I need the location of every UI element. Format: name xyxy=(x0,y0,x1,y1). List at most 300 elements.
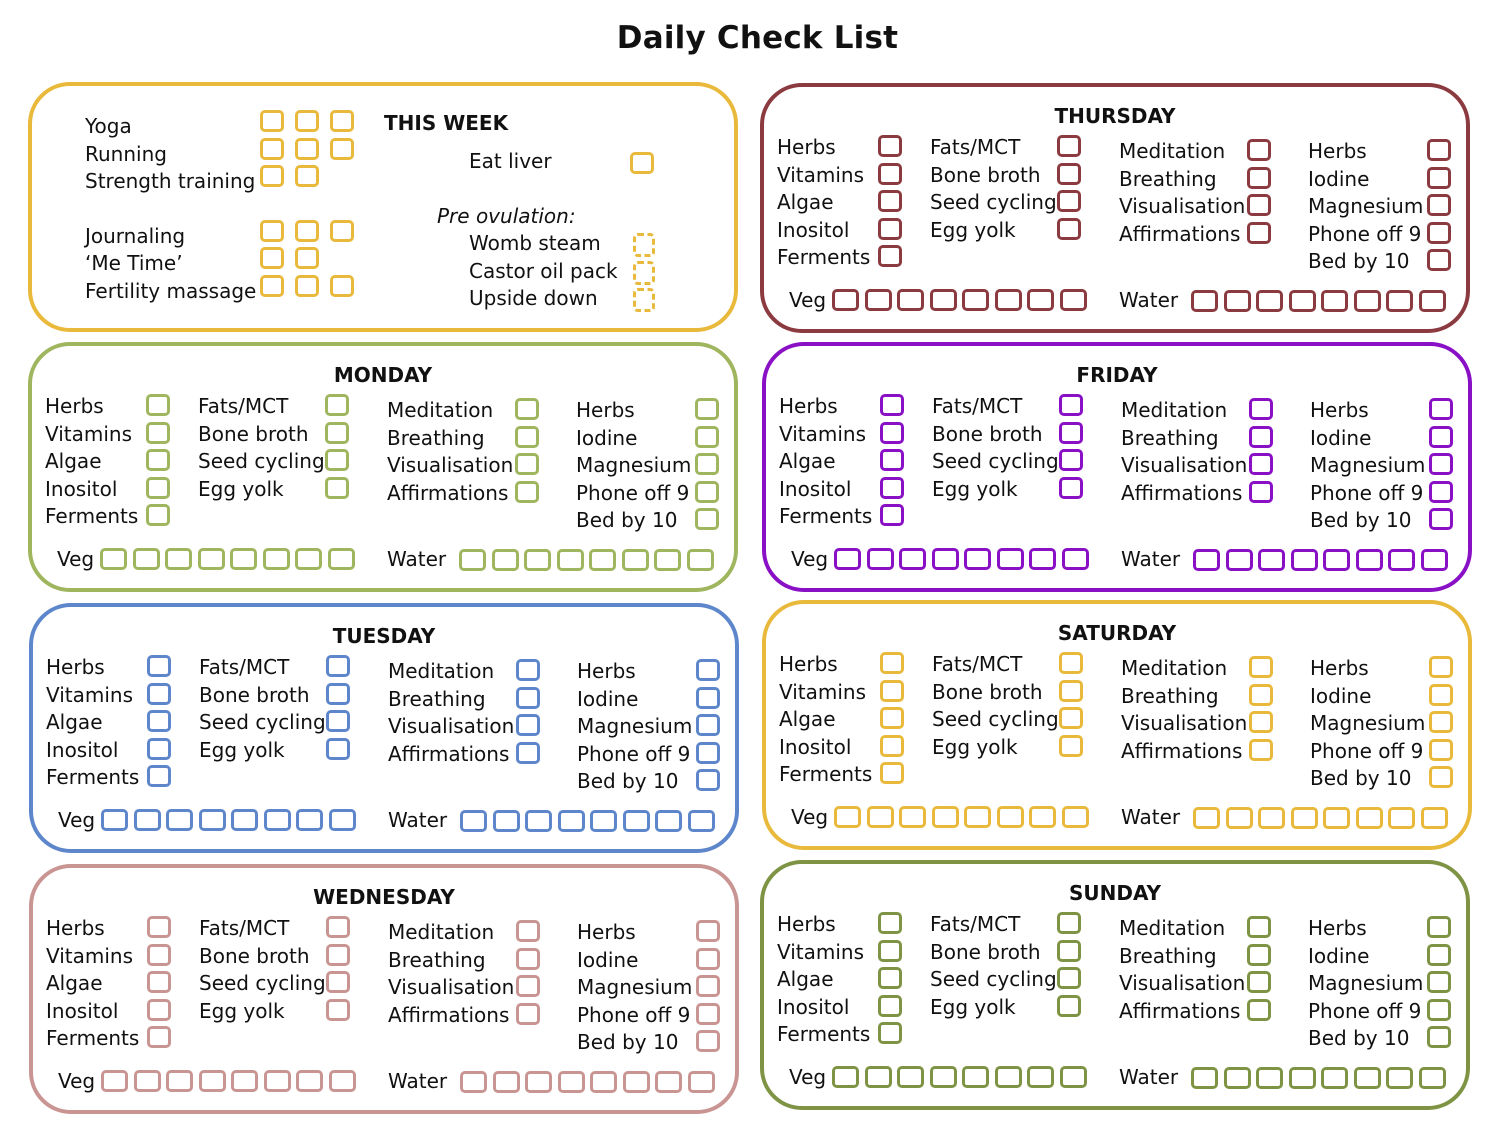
item-checkbox[interactable] xyxy=(695,508,719,530)
water-checkbox[interactable] xyxy=(622,549,649,571)
water-checkbox[interactable] xyxy=(1354,1067,1381,1089)
weekly-checkbox[interactable] xyxy=(330,110,354,132)
item-label: Algae xyxy=(777,967,834,991)
veg-checkbox[interactable] xyxy=(899,548,926,570)
item-checkbox[interactable] xyxy=(326,710,350,732)
item-label: Fats/MCT xyxy=(199,916,290,940)
item-label: Inositol xyxy=(777,218,850,242)
water-checkbox[interactable] xyxy=(493,810,520,832)
item-checkbox[interactable] xyxy=(1249,398,1273,420)
weekly-checkbox[interactable] xyxy=(260,138,284,160)
water-checkbox[interactable] xyxy=(524,549,551,571)
item-label: Seed cycling xyxy=(198,449,325,473)
item-checkbox[interactable] xyxy=(1057,912,1081,934)
item-checkbox[interactable] xyxy=(147,999,171,1021)
item-checkbox[interactable] xyxy=(325,477,349,499)
item-checkbox[interactable] xyxy=(696,1030,720,1052)
water-checkbox[interactable] xyxy=(1421,549,1448,571)
item-checkbox[interactable] xyxy=(1429,398,1453,420)
item-label: Meditation xyxy=(387,398,494,422)
veg-checkbox[interactable] xyxy=(296,1070,323,1092)
water-checkbox[interactable] xyxy=(655,810,682,832)
item-checkbox[interactable] xyxy=(1249,481,1273,503)
item-checkbox[interactable] xyxy=(695,398,719,420)
pre-ovulation-checkbox[interactable] xyxy=(633,288,655,312)
weekly-checkbox[interactable] xyxy=(295,275,319,297)
item-checkbox[interactable] xyxy=(1247,916,1271,938)
veg-checkbox[interactable] xyxy=(867,548,894,570)
item-checkbox[interactable] xyxy=(1427,971,1451,993)
weekly-checkbox[interactable] xyxy=(260,275,284,297)
item-checkbox[interactable] xyxy=(1057,967,1081,989)
weekly-checkbox[interactable] xyxy=(260,220,284,242)
veg-checkbox[interactable] xyxy=(897,289,924,311)
item-checkbox[interactable] xyxy=(147,683,171,705)
veg-checkbox[interactable] xyxy=(1027,1066,1054,1088)
item-checkbox[interactable] xyxy=(1059,449,1083,471)
item-checkbox[interactable] xyxy=(147,710,171,732)
item-checkbox[interactable] xyxy=(696,948,720,970)
item-checkbox[interactable] xyxy=(1057,135,1081,157)
item-checkbox[interactable] xyxy=(146,504,170,526)
item-checkbox[interactable] xyxy=(516,975,540,997)
item-checkbox[interactable] xyxy=(1057,995,1081,1017)
item-checkbox[interactable] xyxy=(880,422,904,444)
water-checkbox[interactable] xyxy=(1256,1067,1283,1089)
item-checkbox[interactable] xyxy=(516,742,540,764)
item-label: Seed cycling xyxy=(932,449,1059,473)
water-checkbox[interactable] xyxy=(1191,1067,1218,1089)
weekly-checkbox[interactable] xyxy=(295,110,319,132)
item-checkbox[interactable] xyxy=(1249,656,1273,678)
water-checkbox[interactable] xyxy=(1224,290,1251,312)
weekly-checkbox[interactable] xyxy=(295,165,319,187)
item-checkbox[interactable] xyxy=(1429,711,1453,733)
item-label: Affirmations xyxy=(1119,999,1241,1023)
item-label: Bed by 10 xyxy=(1308,1026,1410,1050)
item-checkbox[interactable] xyxy=(878,245,902,267)
item-checkbox[interactable] xyxy=(1429,481,1453,503)
item-checkbox[interactable] xyxy=(878,135,902,157)
water-label: Water xyxy=(1119,288,1179,312)
item-label: Vitamins xyxy=(45,422,133,446)
item-checkbox[interactable] xyxy=(1247,944,1271,966)
item-checkbox[interactable] xyxy=(1427,999,1451,1021)
item-checkbox[interactable] xyxy=(146,449,170,471)
veg-checkbox[interactable] xyxy=(962,289,989,311)
item-checkbox[interactable] xyxy=(1427,194,1451,216)
veg-checkbox[interactable] xyxy=(995,289,1022,311)
water-checkbox[interactable] xyxy=(687,549,714,571)
item-checkbox[interactable] xyxy=(878,940,902,962)
item-checkbox[interactable] xyxy=(878,967,902,989)
water-checkbox[interactable] xyxy=(1388,549,1415,571)
water-checkbox[interactable] xyxy=(1226,549,1253,571)
water-checkbox[interactable] xyxy=(493,1071,520,1093)
item-checkbox[interactable] xyxy=(1249,739,1273,761)
veg-checkbox[interactable] xyxy=(100,548,127,570)
water-checkbox[interactable] xyxy=(1256,290,1283,312)
veg-checkbox[interactable] xyxy=(264,809,291,831)
weekly-checkbox[interactable] xyxy=(295,220,319,242)
water-checkbox[interactable] xyxy=(1419,1067,1446,1089)
item-checkbox[interactable] xyxy=(1057,218,1081,240)
item-checkbox[interactable] xyxy=(1247,222,1271,244)
water-checkbox[interactable] xyxy=(460,810,487,832)
water-checkbox[interactable] xyxy=(1193,549,1220,571)
item-checkbox[interactable] xyxy=(878,190,902,212)
item-checkbox[interactable] xyxy=(880,394,904,416)
water-checkbox[interactable] xyxy=(492,549,519,571)
item-label: Bed by 10 xyxy=(577,769,679,793)
item-label: Vitamins xyxy=(779,680,867,704)
item-checkbox[interactable] xyxy=(516,659,540,681)
day-heading: FRIDAY xyxy=(1076,363,1158,387)
water-checkbox[interactable] xyxy=(558,1071,585,1093)
veg-checkbox[interactable] xyxy=(932,806,959,828)
item-checkbox[interactable] xyxy=(1429,453,1453,475)
day-heading: THURSDAY xyxy=(1054,104,1176,128)
item-checkbox[interactable] xyxy=(146,477,170,499)
item-checkbox[interactable] xyxy=(147,916,171,938)
weekly-checkbox[interactable] xyxy=(260,110,284,132)
item-checkbox[interactable] xyxy=(878,1022,902,1044)
item-checkbox[interactable] xyxy=(516,1003,540,1025)
item-label: Bone broth xyxy=(930,163,1041,187)
item-checkbox[interactable] xyxy=(880,477,904,499)
water-label: Water xyxy=(387,547,447,571)
water-checkbox[interactable] xyxy=(590,1071,617,1093)
veg-checkbox[interactable] xyxy=(166,809,193,831)
day-panel-tuesday xyxy=(29,603,739,853)
item-checkbox[interactable] xyxy=(1057,940,1081,962)
item-checkbox[interactable] xyxy=(696,920,720,942)
water-checkbox[interactable] xyxy=(623,1071,650,1093)
item-checkbox[interactable] xyxy=(326,999,350,1021)
item-checkbox[interactable] xyxy=(696,714,720,736)
water-checkbox[interactable] xyxy=(654,549,681,571)
weekly-checkbox[interactable] xyxy=(295,247,319,269)
water-checkbox[interactable] xyxy=(1321,1067,1348,1089)
item-checkbox[interactable] xyxy=(695,426,719,448)
pre-ovulation-checkbox[interactable] xyxy=(633,261,655,285)
item-checkbox[interactable] xyxy=(1247,971,1271,993)
veg-checkbox[interactable] xyxy=(133,548,160,570)
weekly-checkbox[interactable] xyxy=(330,138,354,160)
veg-checkbox[interactable] xyxy=(1062,806,1089,828)
water-checkbox[interactable] xyxy=(1386,290,1413,312)
veg-checkbox[interactable] xyxy=(897,1066,924,1088)
item-label: Iodine xyxy=(1308,944,1370,968)
item-checkbox[interactable] xyxy=(880,735,904,757)
water-checkbox[interactable] xyxy=(1323,807,1350,829)
veg-checkbox[interactable] xyxy=(198,548,225,570)
veg-checkbox[interactable] xyxy=(964,548,991,570)
veg-checkbox[interactable] xyxy=(296,809,323,831)
item-checkbox[interactable] xyxy=(1427,139,1451,161)
veg-checkbox[interactable] xyxy=(930,1066,957,1088)
item-checkbox[interactable] xyxy=(146,422,170,444)
veg-checkbox[interactable] xyxy=(1027,289,1054,311)
item-checkbox[interactable] xyxy=(1059,477,1083,499)
veg-checkbox[interactable] xyxy=(166,1070,193,1092)
item-checkbox[interactable] xyxy=(696,975,720,997)
item-checkbox[interactable] xyxy=(878,218,902,240)
water-checkbox[interactable] xyxy=(525,810,552,832)
pre-ovulation-item-label: Upside down xyxy=(469,286,598,310)
water-checkbox[interactable] xyxy=(1321,290,1348,312)
water-checkbox[interactable] xyxy=(1419,290,1446,312)
item-label: Inositol xyxy=(46,999,119,1023)
item-checkbox[interactable] xyxy=(1249,426,1273,448)
veg-checkbox[interactable] xyxy=(962,1066,989,1088)
water-checkbox[interactable] xyxy=(1191,290,1218,312)
veg-checkbox[interactable] xyxy=(964,806,991,828)
water-checkbox[interactable] xyxy=(1289,1067,1316,1089)
veg-label: Veg xyxy=(789,288,827,312)
weekly-checkbox[interactable] xyxy=(260,247,284,269)
item-checkbox[interactable] xyxy=(326,683,350,705)
item-checkbox[interactable] xyxy=(515,398,539,420)
item-checkbox[interactable] xyxy=(147,738,171,760)
water-checkbox[interactable] xyxy=(1323,549,1350,571)
item-checkbox[interactable] xyxy=(516,948,540,970)
item-checkbox[interactable] xyxy=(1427,222,1451,244)
item-checkbox[interactable] xyxy=(326,971,350,993)
item-checkbox[interactable] xyxy=(1427,167,1451,189)
item-checkbox[interactable] xyxy=(1247,167,1271,189)
veg-checkbox[interactable] xyxy=(295,548,322,570)
item-label: Affirmations xyxy=(388,742,510,766)
veg-checkbox[interactable] xyxy=(834,806,861,828)
water-checkbox[interactable] xyxy=(1258,807,1285,829)
water-checkbox[interactable] xyxy=(1291,807,1318,829)
item-label: Herbs xyxy=(45,394,104,418)
water-checkbox[interactable] xyxy=(590,810,617,832)
item-checkbox[interactable] xyxy=(1429,508,1453,530)
water-checkbox[interactable] xyxy=(1291,549,1318,571)
water-checkbox[interactable] xyxy=(655,1071,682,1093)
eat-liver-checkbox[interactable] xyxy=(630,152,654,174)
item-checkbox[interactable] xyxy=(880,680,904,702)
item-checkbox[interactable] xyxy=(1249,453,1273,475)
item-checkbox[interactable] xyxy=(1057,190,1081,212)
item-checkbox[interactable] xyxy=(516,714,540,736)
item-label: Affirmations xyxy=(388,1003,510,1027)
water-checkbox[interactable] xyxy=(525,1071,552,1093)
water-checkbox[interactable] xyxy=(557,549,584,571)
water-label: Water xyxy=(388,1069,448,1093)
water-checkbox[interactable] xyxy=(688,810,715,832)
water-checkbox[interactable] xyxy=(1354,290,1381,312)
item-label: Inositol xyxy=(779,477,852,501)
item-label: Iodine xyxy=(1308,167,1370,191)
veg-checkbox[interactable] xyxy=(1060,1066,1087,1088)
water-checkbox[interactable] xyxy=(1356,807,1383,829)
item-checkbox[interactable] xyxy=(1059,422,1083,444)
item-checkbox[interactable] xyxy=(1429,426,1453,448)
item-checkbox[interactable] xyxy=(880,504,904,526)
item-label: Visualisation xyxy=(1121,711,1248,735)
item-checkbox[interactable] xyxy=(1429,739,1453,761)
weekly-checkbox[interactable] xyxy=(330,275,354,297)
water-checkbox[interactable] xyxy=(1224,1067,1251,1089)
item-label: Visualisation xyxy=(387,453,514,477)
water-checkbox[interactable] xyxy=(589,549,616,571)
item-checkbox[interactable] xyxy=(696,742,720,764)
veg-checkbox[interactable] xyxy=(329,809,356,831)
item-checkbox[interactable] xyxy=(326,944,350,966)
water-checkbox[interactable] xyxy=(688,1071,715,1093)
item-checkbox[interactable] xyxy=(878,163,902,185)
water-checkbox[interactable] xyxy=(558,810,585,832)
item-checkbox[interactable] xyxy=(1059,707,1083,729)
item-checkbox[interactable] xyxy=(326,738,350,760)
item-checkbox[interactable] xyxy=(515,453,539,475)
pre-ovulation-checkbox[interactable] xyxy=(633,233,655,257)
item-checkbox[interactable] xyxy=(147,944,171,966)
veg-checkbox[interactable] xyxy=(1029,548,1056,570)
veg-checkbox[interactable] xyxy=(930,289,957,311)
item-checkbox[interactable] xyxy=(878,995,902,1017)
item-checkbox[interactable] xyxy=(147,971,171,993)
item-checkbox[interactable] xyxy=(325,422,349,444)
item-checkbox[interactable] xyxy=(878,912,902,934)
veg-checkbox[interactable] xyxy=(329,1070,356,1092)
item-checkbox[interactable] xyxy=(1059,652,1083,674)
water-checkbox[interactable] xyxy=(1258,549,1285,571)
water-checkbox[interactable] xyxy=(460,1071,487,1093)
item-label: Vitamins xyxy=(777,940,865,964)
water-checkbox[interactable] xyxy=(1289,290,1316,312)
item-checkbox[interactable] xyxy=(1249,711,1273,733)
item-checkbox[interactable] xyxy=(147,765,171,787)
item-checkbox[interactable] xyxy=(1427,944,1451,966)
veg-checkbox[interactable] xyxy=(1060,289,1087,311)
day-heading: TUESDAY xyxy=(332,624,436,648)
item-checkbox[interactable] xyxy=(695,481,719,503)
item-checkbox[interactable] xyxy=(1429,684,1453,706)
item-label: Bed by 10 xyxy=(576,508,678,532)
item-checkbox[interactable] xyxy=(326,916,350,938)
veg-checkbox[interactable] xyxy=(867,806,894,828)
weekly-checkbox[interactable] xyxy=(295,138,319,160)
item-checkbox[interactable] xyxy=(696,687,720,709)
veg-checkbox[interactable] xyxy=(1029,806,1056,828)
item-checkbox[interactable] xyxy=(696,659,720,681)
veg-checkbox[interactable] xyxy=(199,809,226,831)
item-label: Magnesium xyxy=(1310,711,1426,735)
veg-checkbox[interactable] xyxy=(134,809,161,831)
item-checkbox[interactable] xyxy=(880,707,904,729)
water-checkbox[interactable] xyxy=(459,549,486,571)
item-checkbox[interactable] xyxy=(880,652,904,674)
veg-checkbox[interactable] xyxy=(263,548,290,570)
veg-checkbox[interactable] xyxy=(199,1070,226,1092)
water-checkbox[interactable] xyxy=(1193,807,1220,829)
veg-checkbox[interactable] xyxy=(101,809,128,831)
veg-checkbox[interactable] xyxy=(231,1070,258,1092)
item-checkbox[interactable] xyxy=(696,1003,720,1025)
item-checkbox[interactable] xyxy=(1427,249,1451,271)
water-label: Water xyxy=(1121,547,1181,571)
item-checkbox[interactable] xyxy=(516,920,540,942)
item-checkbox[interactable] xyxy=(515,426,539,448)
item-checkbox[interactable] xyxy=(325,449,349,471)
veg-checkbox[interactable] xyxy=(834,548,861,570)
item-checkbox[interactable] xyxy=(1059,680,1083,702)
veg-checkbox[interactable] xyxy=(997,548,1024,570)
veg-checkbox[interactable] xyxy=(865,289,892,311)
item-checkbox[interactable] xyxy=(1059,394,1083,416)
veg-checkbox[interactable] xyxy=(899,806,926,828)
water-checkbox[interactable] xyxy=(1356,549,1383,571)
item-checkbox[interactable] xyxy=(146,394,170,416)
water-label: Water xyxy=(1119,1065,1179,1089)
water-checkbox[interactable] xyxy=(1226,807,1253,829)
water-checkbox[interactable] xyxy=(1388,807,1415,829)
item-checkbox[interactable] xyxy=(147,655,171,677)
item-checkbox[interactable] xyxy=(326,655,350,677)
item-checkbox[interactable] xyxy=(1057,163,1081,185)
item-checkbox[interactable] xyxy=(1249,684,1273,706)
water-checkbox[interactable] xyxy=(1386,1067,1413,1089)
item-checkbox[interactable] xyxy=(695,453,719,475)
veg-checkbox[interactable] xyxy=(134,1070,161,1092)
item-checkbox[interactable] xyxy=(880,449,904,471)
veg-checkbox[interactable] xyxy=(997,806,1024,828)
veg-checkbox[interactable] xyxy=(328,548,355,570)
weekly-checkbox[interactable] xyxy=(330,220,354,242)
water-label: Water xyxy=(388,808,448,832)
item-checkbox[interactable] xyxy=(1247,999,1271,1021)
veg-checkbox[interactable] xyxy=(264,1070,291,1092)
item-checkbox[interactable] xyxy=(147,1026,171,1048)
item-label: Breathing xyxy=(387,426,485,450)
water-checkbox[interactable] xyxy=(1421,807,1448,829)
item-label: Visualisation xyxy=(388,714,515,738)
item-label: Breathing xyxy=(1121,426,1219,450)
item-checkbox[interactable] xyxy=(696,769,720,791)
item-checkbox[interactable] xyxy=(1429,766,1453,788)
item-checkbox[interactable] xyxy=(1427,916,1451,938)
item-label: Herbs xyxy=(1310,398,1369,422)
item-checkbox[interactable] xyxy=(1429,656,1453,678)
item-checkbox[interactable] xyxy=(1247,194,1271,216)
veg-checkbox[interactable] xyxy=(230,548,257,570)
veg-checkbox[interactable] xyxy=(101,1070,128,1092)
item-checkbox[interactable] xyxy=(1427,1026,1451,1048)
veg-checkbox[interactable] xyxy=(832,1066,859,1088)
veg-checkbox[interactable] xyxy=(832,289,859,311)
veg-checkbox[interactable] xyxy=(865,1066,892,1088)
veg-checkbox[interactable] xyxy=(995,1066,1022,1088)
item-checkbox[interactable] xyxy=(1247,139,1271,161)
item-label: Seed cycling xyxy=(199,971,326,995)
weekly-checkbox[interactable] xyxy=(260,165,284,187)
item-checkbox[interactable] xyxy=(1059,735,1083,757)
veg-checkbox[interactable] xyxy=(231,809,258,831)
item-label: Magnesium xyxy=(577,975,693,999)
item-checkbox[interactable] xyxy=(880,762,904,784)
veg-checkbox[interactable] xyxy=(165,548,192,570)
item-checkbox[interactable] xyxy=(516,687,540,709)
veg-checkbox[interactable] xyxy=(932,548,959,570)
water-checkbox[interactable] xyxy=(623,810,650,832)
veg-checkbox[interactable] xyxy=(1062,548,1089,570)
item-checkbox[interactable] xyxy=(325,394,349,416)
item-checkbox[interactable] xyxy=(515,481,539,503)
